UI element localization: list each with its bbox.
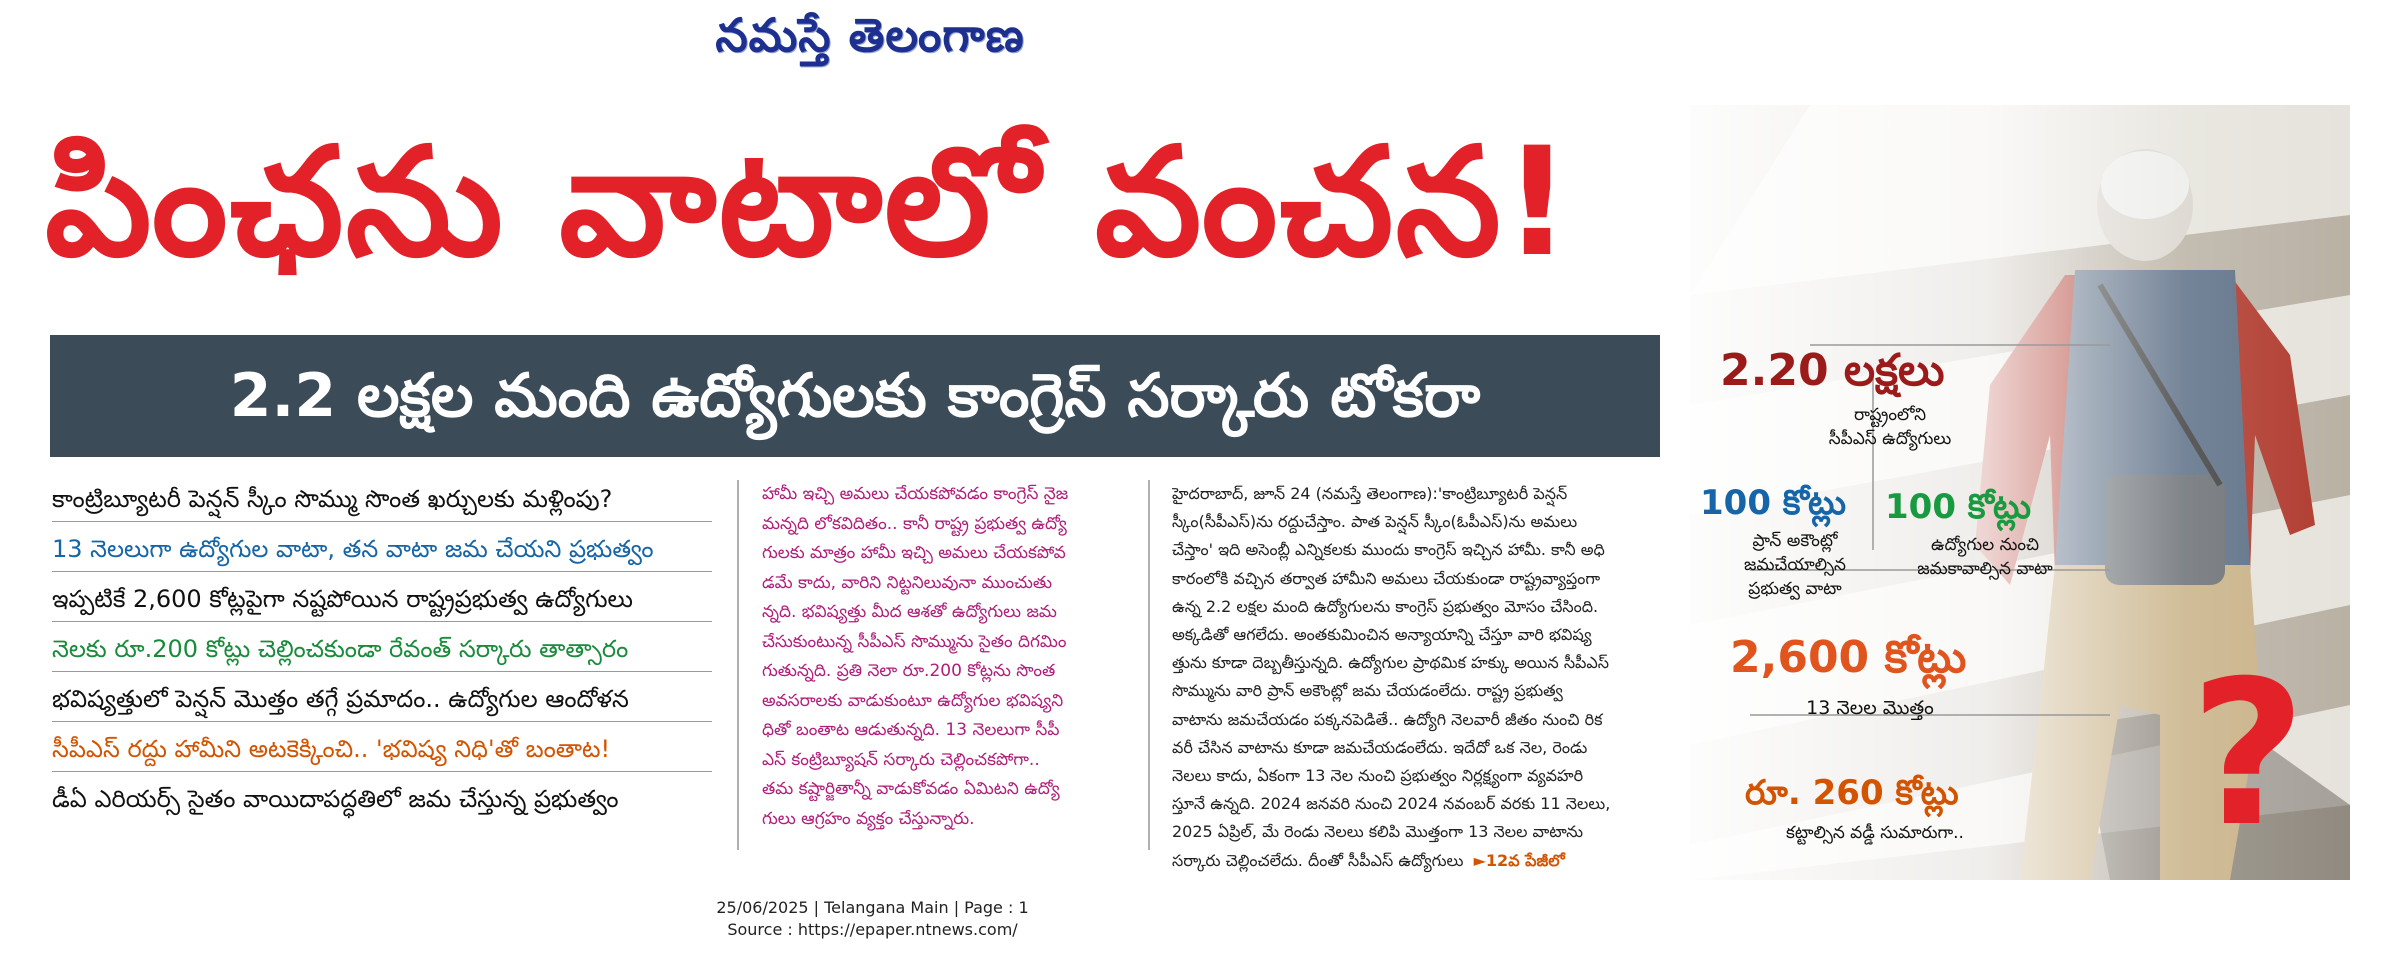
- text-line: చేస్తాం' ఇది అసెంబ్లీ ఎన్నికలకు ముందు కాంగ్రెస్ ఇచ్చిన హామీ. కానీ అధి: [1172, 540, 1605, 560]
- stat-employee-share-label: ఉద్యోగుల నుంచి: [1930, 535, 2040, 555]
- masthead: నమస్తే తెలంగాణ: [715, 8, 1025, 62]
- text-line: అక్కడితో ఆగలేదు. అంతకుమించిన అన్యాయాన్ని చేస్తూ వారి భవిష్య: [1172, 625, 1592, 645]
- stat-govt-share-label: జమచేయాల్సిన: [1744, 555, 1846, 575]
- footer-edition-line: 25/06/2025 | Telangana Main | Page : 1: [716, 898, 1029, 917]
- text-line: మన్నది లోకవిదితం.. కానీ రాష్ట్ర ప్రభుత్వ ఉద్యో: [762, 513, 1067, 534]
- column-divider: [737, 480, 739, 850]
- headline: పింఛను వాటాలో వంచన!: [45, 116, 1574, 290]
- bullet-item: ఇప్పటికే 2,600 కోట్లపైగా నష్టపోయిన రాష్ట్రప్రభుత్వ ఉద్యోగులు: [52, 578, 712, 622]
- stat-cps-employees-value: 2.20 లక్షలు: [1720, 345, 1945, 396]
- bullet-item: సీపీఎస్ రద్దు హామీని అటకెక్కించి.. 'భవిష్య నిధి'తో బంతాట!: [52, 728, 712, 772]
- text-line: ధితో బంతాట ఆడుతున్నది. 13 నెలలుగా సీపీ: [762, 720, 1060, 740]
- continued-page-label: 12వ పేజీలో: [1485, 850, 1565, 870]
- subheadline-bar: 2.2 లక్షల మంది ఉద్యోగులకు కాంగ్రెస్ సర్కారు టోకరా: [50, 335, 1660, 457]
- text-line: హామీ ఇచ్చి అమలు చేయకపోవడం కాంగ్రెస్ నైజ: [762, 484, 1069, 504]
- text-line: డమే కాదు, వారిని నిట్టనిలువునా ముంచుతు: [762, 572, 1052, 593]
- stat-interest-value: రూ. 260 కోట్లు: [1745, 773, 1959, 813]
- text-line: [1172, 847, 1640, 875]
- question-mark: ?: [2190, 638, 2307, 871]
- stat-interest-label: కట్టాల్సిన వడ్డీ సుమారుగా..: [1786, 823, 1964, 843]
- text-line-last: సర్కారు చెల్లించలేదు. దీంతో సీపీఎస్ ఉద్యోగులు: [1172, 850, 1464, 870]
- text-line: తమ కష్టార్జితాన్నీ వాడుకోవడం ఏమిటని ఉద్యో: [762, 779, 1060, 799]
- article-column-intro: [762, 480, 1122, 834]
- text-line: న్నది. భవిష్యత్తు మీద ఆశతో ఉద్యోగులు జమ: [762, 602, 1057, 622]
- pensioner-photo-infographic: [1690, 105, 2350, 880]
- stat-cps-employees-label: సీపీఎస్ ఉద్యోగులు: [1828, 429, 1952, 449]
- stat-employee-share-value: 100 కోట్లు: [1885, 487, 2032, 527]
- text-line: గులకు మాత్రం హామీ ఇచ్చి అమలు చేయకపోవ: [762, 543, 1066, 563]
- text-line: వరీ చేసిన వాటాను కూడా జమచేయడంలేదు. ఇదేదో ఒక నెల, రెండు: [1172, 737, 1588, 757]
- bullet-item: కాంట్రిబ్యూటరీ పెన్షన్ స్కీం సొమ్ము సొంత ఖర్చులకు మళ్లింపు?: [52, 478, 712, 522]
- stat-total-label: 13 నెలల మొత్తం: [1806, 697, 1934, 719]
- text-line: స్తూనే ఉన్నది. 2024 జనవరి నుంచి 2024 నవంబర్ వరకు 11 నెలలు,: [1172, 794, 1611, 814]
- article-column-body: [1172, 480, 1640, 875]
- text-line: కారంలోకి వచ్చిన తర్వాత హామీని అమలు చేయకుండా రాష్ట్రవ్యాప్తంగా: [1172, 568, 1601, 588]
- text-line: సొమ్మును వారి ప్రాన్ అకౌంట్లో జమ చేయడంలేదు. రాష్ట్ర ప్రభుత్వ: [1172, 681, 1563, 701]
- footer-source-line: Source : https://epaper.ntnews.com/: [727, 920, 1018, 939]
- bullet-item: 13 నెలలుగా ఉద్యోగుల వాటా, తన వాటా జమ చేయని ప్రభుత్వం: [52, 528, 712, 572]
- text-line: స్కీం(సీపీఎస్)ను రద్దుచేస్తాం. పాత పెన్షన్ స్కీం(ఓపీఎస్)ను అమలు: [1172, 512, 1578, 532]
- stat-employee-share-label: జమకావాల్సిన వాటా: [1917, 559, 2053, 579]
- text-line: గులు ఆగ్రహం వ్యక్తం చేస్తున్నారు.: [762, 808, 975, 829]
- bullet-item: నెలకు రూ.200 కోట్లు చెల్లించకుండా రేవంత్ సర్కారు తాత్సారం: [52, 628, 712, 672]
- text-line: త్తును కూడా దెబ్బతీస్తున్నది. ఉద్యోగుల ప్రాథమిక హక్కు అయిన సీపీఎస్: [1172, 653, 1610, 673]
- text-line: వాటాను జమచేయడం పక్కనపెడితే.. ఉద్యోగి నెలవారీ జీతం నుంచి రిక: [1172, 709, 1603, 729]
- text-line: చేసుకుంటున్న సీపీఎస్ సొమ్మును సైతం దిగమిం: [762, 631, 1067, 652]
- continued-page-link[interactable]: ►12వ పేజీలో: [1473, 850, 1565, 870]
- stat-govt-share-label: ప్రాన్ అకౌంట్లో: [1752, 531, 1838, 551]
- stat-cps-employees-label: రాష్ట్రంలోని: [1853, 405, 1927, 425]
- column-divider: [1148, 480, 1150, 850]
- bullet-item: భవిష్యత్తులో పెన్షన్ మొత్తం తగ్గే ప్రమాదం.. ఉద్యోగుల ఆందోళన: [52, 678, 712, 722]
- stat-total-value: 2,600 కోట్లు: [1730, 632, 1967, 683]
- text-line: హైదరాబాద్, జూన్ 24 (నమస్తే తెలంగాణ):'కాంట్రిబ్యూటరీ పెన్షన్: [1172, 484, 1568, 503]
- text-line: నెలలు కాదు, ఏకంగా 13 నెల నుంచి ప్రభుత్వం నిర్లక్ష్యంగా వ్యవహరి: [1172, 766, 1584, 786]
- stat-govt-share-label: ప్రభుత్వ వాటా: [1748, 579, 1842, 599]
- text-line: ఎస్ కంట్రిబ్యూషన్ సర్కారు చెల్లించకపోగా..: [762, 749, 1040, 770]
- bullet-item: డీఏ ఎరియర్స్ సైతం వాయిదాపద్ధతిలో జమ చేస్తున్న ప్రభుత్వం: [52, 785, 619, 813]
- stat-govt-share-value: 100 కోట్లు: [1700, 483, 1847, 523]
- bullet-list: [52, 478, 712, 827]
- text-line: ఉన్న 2.2 లక్షల మంది ఉద్యోగులను కాంగ్రెస్ ప్రభుత్వం మోసం చేసింది.: [1172, 596, 1599, 616]
- text-line: 2025 ఏప్రిల్, మే రెండు నెలలు కలిపి మొత్తంగా 13 నెలల వాటాను: [1172, 822, 1584, 842]
- text-line: గుతున్నది. ప్రతి నెలా రూ.200 కోట్లను సొంత: [762, 661, 1056, 681]
- text-line: అవసరాలకు వాడుకుంటూ ఉద్యోగుల భవిష్యని: [762, 690, 1064, 711]
